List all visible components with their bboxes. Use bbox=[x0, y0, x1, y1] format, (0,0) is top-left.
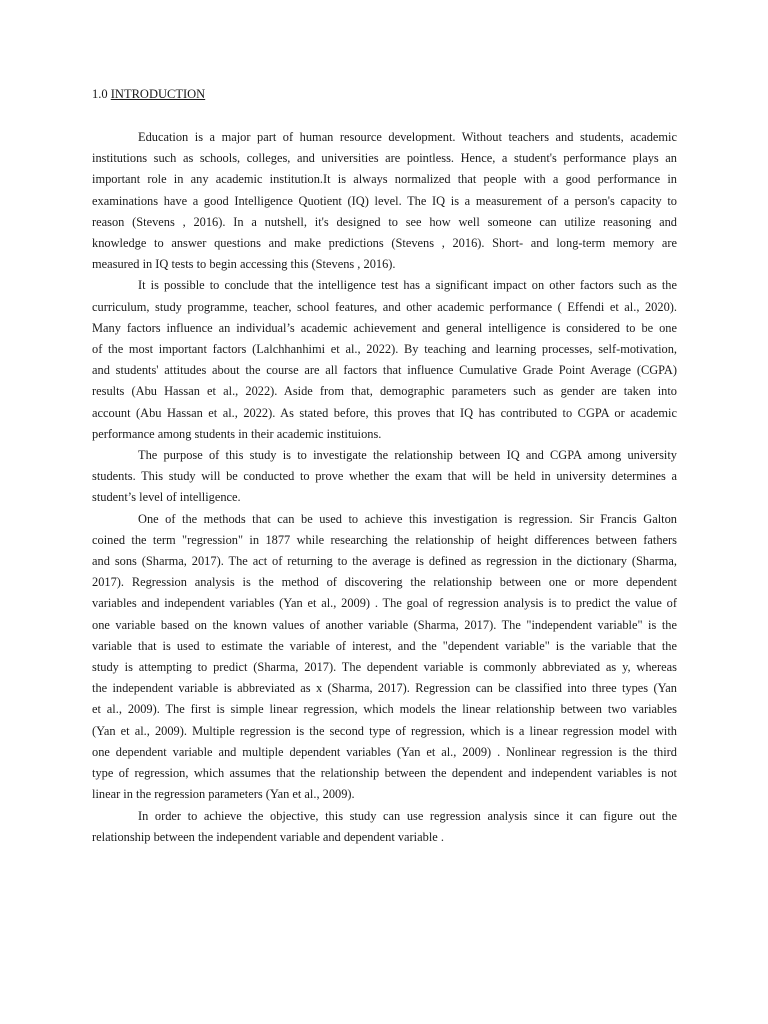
section-heading bbox=[92, 86, 205, 102]
paragraph-line: the independent variable is abbreviated as x (Sharma, 2017). Regression can be classified into three types (Yan bbox=[92, 681, 677, 696]
paragraph-line: examinations have a good Intelligence Quotient (IQ) level. The IQ is a measurement of a person's capacity to bbox=[92, 193, 677, 208]
paragraph-line: The purpose of this study is to investigate the relationship between IQ and CGPA among university bbox=[138, 448, 677, 463]
paragraph bbox=[92, 445, 677, 509]
paragraph-line: relationship between the independent variable and dependent variable . bbox=[92, 829, 444, 844]
paragraph-line: measured in IQ tests to begin accessing this (Stevens , 2016). bbox=[92, 257, 396, 272]
section-number: 1.0 bbox=[92, 87, 108, 101]
paragraph-line: one dependent variable and multiple dependent variables (Yan et al., 2009) . Nonlinear regression is the third bbox=[92, 744, 677, 759]
paragraph-line: It is possible to conclude that the intelligence test has a significant impact on other factors such as the bbox=[138, 278, 677, 293]
paragraph-line: (Yan et al., 2009). Multiple regression is the second type of regression, which is a linear regression model with bbox=[92, 723, 677, 738]
paragraph-line: reason (Stevens , 2016). In a nutshell, it's designed to see how well someone can utilize reasoning and bbox=[92, 214, 677, 229]
paragraph-line: institutions such as schools, colleges, and universities are pointless. Hence, a student's performance plays an bbox=[92, 151, 677, 166]
paragraph-line: study is attempting to predict (Sharma, 2017). The dependent variable is commonly abbreviated as y, whereas bbox=[92, 660, 677, 675]
paragraph-line: results (Abu Hassan et al., 2022). Aside from that, demographic parameters such as gender are taken into bbox=[92, 384, 677, 399]
paragraph-line: performance among students in their academic instituions. bbox=[92, 426, 382, 441]
paragraph-line: et al., 2009). The first is simple linear regression, which models the linear relationship between two variables bbox=[92, 702, 677, 717]
paragraph-line: student’s level of intelligence. bbox=[92, 490, 241, 505]
paragraph-line: important role in any academic institution.It is always normalized that people with a good performance in bbox=[92, 172, 677, 187]
paragraph-line: students. This study will be conducted to prove whether the exam that will be held in university determines a bbox=[92, 469, 677, 484]
paragraph-line: of the most important factors (Lalchhanhimi et al., 2022). By teaching and learning processes, self-motivation, bbox=[92, 342, 677, 357]
paragraph bbox=[92, 127, 677, 275]
paragraph-line: linear in the regression parameters (Yan et al., 2009). bbox=[92, 787, 355, 802]
paragraph-line: variable that is used to estimate the variable of interest, and the "dependent variable" is the variable that the bbox=[92, 638, 677, 653]
paragraph-line: Education is a major part of human resource development. Without teachers and students, academic bbox=[138, 130, 677, 144]
paragraph-line: One of the methods that can be used to achieve this investigation is regression. Sir Francis Galton bbox=[138, 511, 677, 526]
paragraph-line: and sons (Sharma, 2017). The act of returning to the average is defined as regression in the dictionary (Sharma, bbox=[92, 554, 677, 569]
paragraph-line: In order to achieve the objective, this study can use regression analysis since it can figure out the bbox=[138, 808, 677, 823]
paragraph-line: one variable based on the known values of another variable (Sharma, 2017). The "independent variable" is the bbox=[92, 617, 677, 632]
paragraph-line: Many factors influence an individual’s academic achievement and general intelligence is considered to be one bbox=[92, 320, 677, 335]
document-body bbox=[92, 127, 677, 848]
paragraph-line: coined the term "regression" in 1877 while researching the relationship of height differences between fathers bbox=[92, 532, 677, 547]
paragraph-line: account (Abu Hassan et al., 2022). As stated before, this proves that IQ has contributed to CGPA or academic bbox=[92, 405, 677, 420]
paragraph-line: curriculum, study programme, teacher, school features, and other academic performance ( Effendi et al., 2020). bbox=[92, 299, 677, 314]
paragraph bbox=[92, 806, 677, 848]
paragraph-line: variables and independent variables (Yan et al., 2009) . The goal of regression analysis is to predict the value of bbox=[92, 596, 677, 611]
paragraph-line: 2017). Regression analysis is the method of discovering the relationship between one or more dependent bbox=[92, 575, 677, 590]
paragraph-line: type of regression, which assumes that the relationship between the dependent and independent variables is not bbox=[92, 766, 677, 781]
paragraph bbox=[92, 275, 677, 445]
section-title: INTRODUCTION bbox=[110, 87, 206, 101]
paragraph bbox=[92, 509, 677, 806]
paragraph-line: and students' attitudes about the course are all factors that influence Cumulative Grade Point Average (CGPA) bbox=[92, 363, 677, 378]
paragraph-line: knowledge to answer questions and make predictions (Stevens , 2016). Short- and long-term memory are bbox=[92, 236, 677, 251]
